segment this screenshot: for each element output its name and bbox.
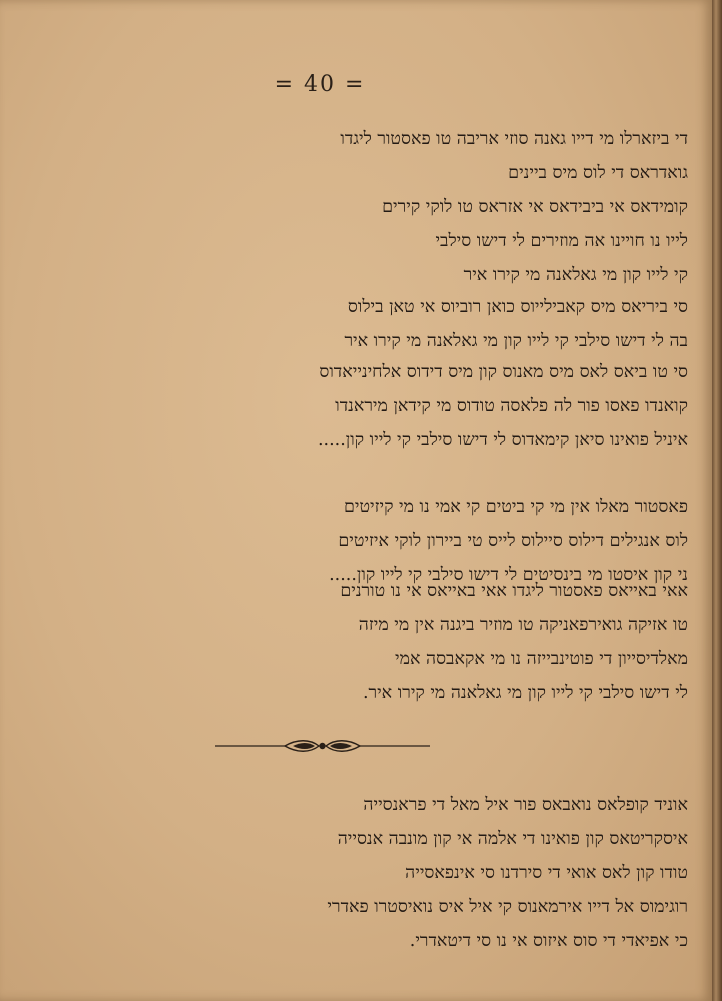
verse-line: קואנדו פאסו פור לה פלאסה טודוס מי קידאן מיראנדו [335,396,688,416]
verse-line: אוניד קופלאס נואבאס פור איל מאל די פראנסייה [363,795,688,815]
verse-line: איניל פואינו סיאן קימאדוס לי דישו סילבי קי לייו קון..... [317,430,688,450]
verse-5 [88,574,688,710]
page-number: = 40 = [274,72,366,97]
verse-line: איסקריטאס קון פואינו די אלמה אי קון מונבה אנסייה [337,829,688,849]
verse-line: סי טו ביאס לאס מיס מאנוס קון מיס דידוס אלחינייאדוס [319,362,688,382]
verse-line: טודו קון לאס אואי די סירדנו סי אינפאסייה [405,863,688,883]
verse-line: בה לי דישו סילבי קי לייו קון מי גאלאנה מי קירו איר [344,331,688,351]
verse-6 [118,788,688,958]
verse-line: קי לייו קון מי גאלאנה מי קירו איר [463,265,688,285]
verse-line: קומידאס אי ביבידאס אי אזראס טו לוקי קירים [382,197,688,217]
verse-line: כי אפיאדי די סוס איזוס אי נו סי דיטאדרי. [409,931,688,951]
verse-line: מאלדיסייון די פוטינבייזה נו מי אקאבסה אמי [395,649,688,669]
verse-line: אאי באייאס פאסטור ליגדו אאי באייאס אי נו טורנים [340,581,688,601]
verse-line: לייו נו חויינו אה מוזירים לי דישו סילבי [435,231,688,251]
verse-3 [88,355,688,457]
verse-line: ני קון איסטו מי בינסיטים לי דישו סילבי קי לייו קון..... [329,565,688,585]
verse-line: פאסטור מאלו אין מי קי ביטים קי אמי נו מי קיזיטים [343,497,688,517]
verse-line: די ביזארלו מי דייו גאנה סוזי אריבה טו פאסטור ליגדו [340,129,688,149]
verse-line: גואדראס די לוס מיס ביינים [508,163,688,183]
verse-line: לי דישו סילבי קי לייו קון מי גאלאנה מי קירו איר. [362,683,688,703]
verse-line: לוס אנגילים דילוס סיילוס לייס טי ביירון לוקי איזיטים [338,531,688,551]
verse-2 [88,290,688,358]
verse-line: רוגימוס אל דייו אירמאנוס קי איל איס נואיסטרו פאדרי [327,897,688,917]
verse-line: טו אזיקה גואירפאניקה טו מוזיר ביגנה אין מי מיזה [358,615,688,635]
verse-line: סי ביריאס מיס קאבילייוס כואן רוביוס אי טאן בילוס [347,297,688,317]
page-edge [712,0,722,1001]
ornament-divider-icon [215,738,430,754]
verse-1 [88,122,688,292]
